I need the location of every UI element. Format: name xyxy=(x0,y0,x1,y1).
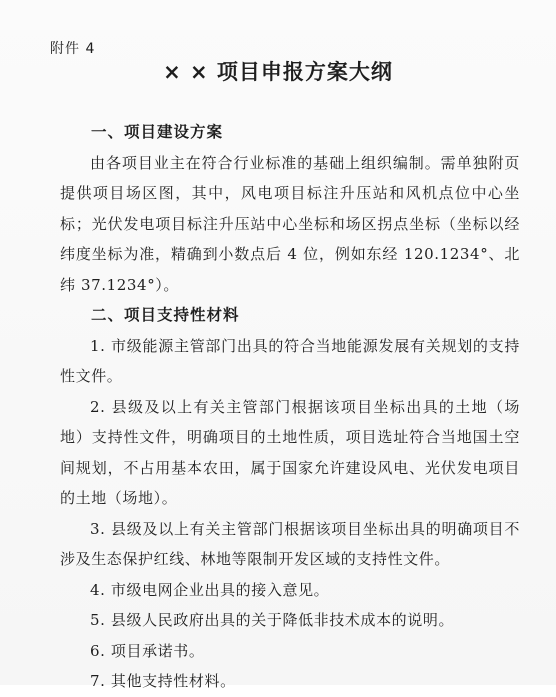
section-heading-supporting-materials: 二、项目支持性材料 xyxy=(91,306,240,324)
list-item-cost-reduction-statement: 5. 县级人民政府出具的关于降低非技术成本的说明。 xyxy=(90,611,455,629)
list-item-ecological-redline-document: 3. 县级及以上有关主管部门根据该项目坐标出具的明确项目不涉及生态保护红线、林地等限制开发区域的支持性文件。 xyxy=(60,519,520,568)
document-body xyxy=(60,117,520,697)
attachment-label: 附件 4 xyxy=(50,41,96,57)
section-heading-construction-plan: 一、项目建设方案 xyxy=(91,123,224,141)
list-item-land-support-document: 2. 县级及以上有关主管部门根据该项目坐标出具的土地（场地）支持性文件，明确项目的土地性质，项目选址符合当地国土空间规划，不占用基本农田，属于国家允许建设风电、光伏发电项目的土地（场地）。 xyxy=(60,397,520,507)
list-item-grid-access-opinion: 4. 市级电网企业出具的接入意见。 xyxy=(90,580,330,599)
document-title: × × 项目申报方案大纲 xyxy=(163,60,393,84)
list-item-project-commitment: 6. 项目承诺书。 xyxy=(90,641,205,660)
list-item-energy-planning-document: 1. 市级能源主管部门出具的符合当地能源发展有关规划的支持性文件。 xyxy=(60,336,520,385)
list-item-other-materials: 7. 其他支持性材料。 xyxy=(90,672,236,690)
paragraph-construction-plan: 由各项目业主在符合行业标准的基础上组织编制。需单独附页提供项目场区图，其中，风电项目标注升压站和风机点位中心坐标；光伏发电项目标注升压站中心坐标和场区拐点坐标（坐标以经纬度坐标为准，精确到小数点后 4 位，例如东经 120.1234°、北纬 37.1234°）。 xyxy=(60,153,520,294)
